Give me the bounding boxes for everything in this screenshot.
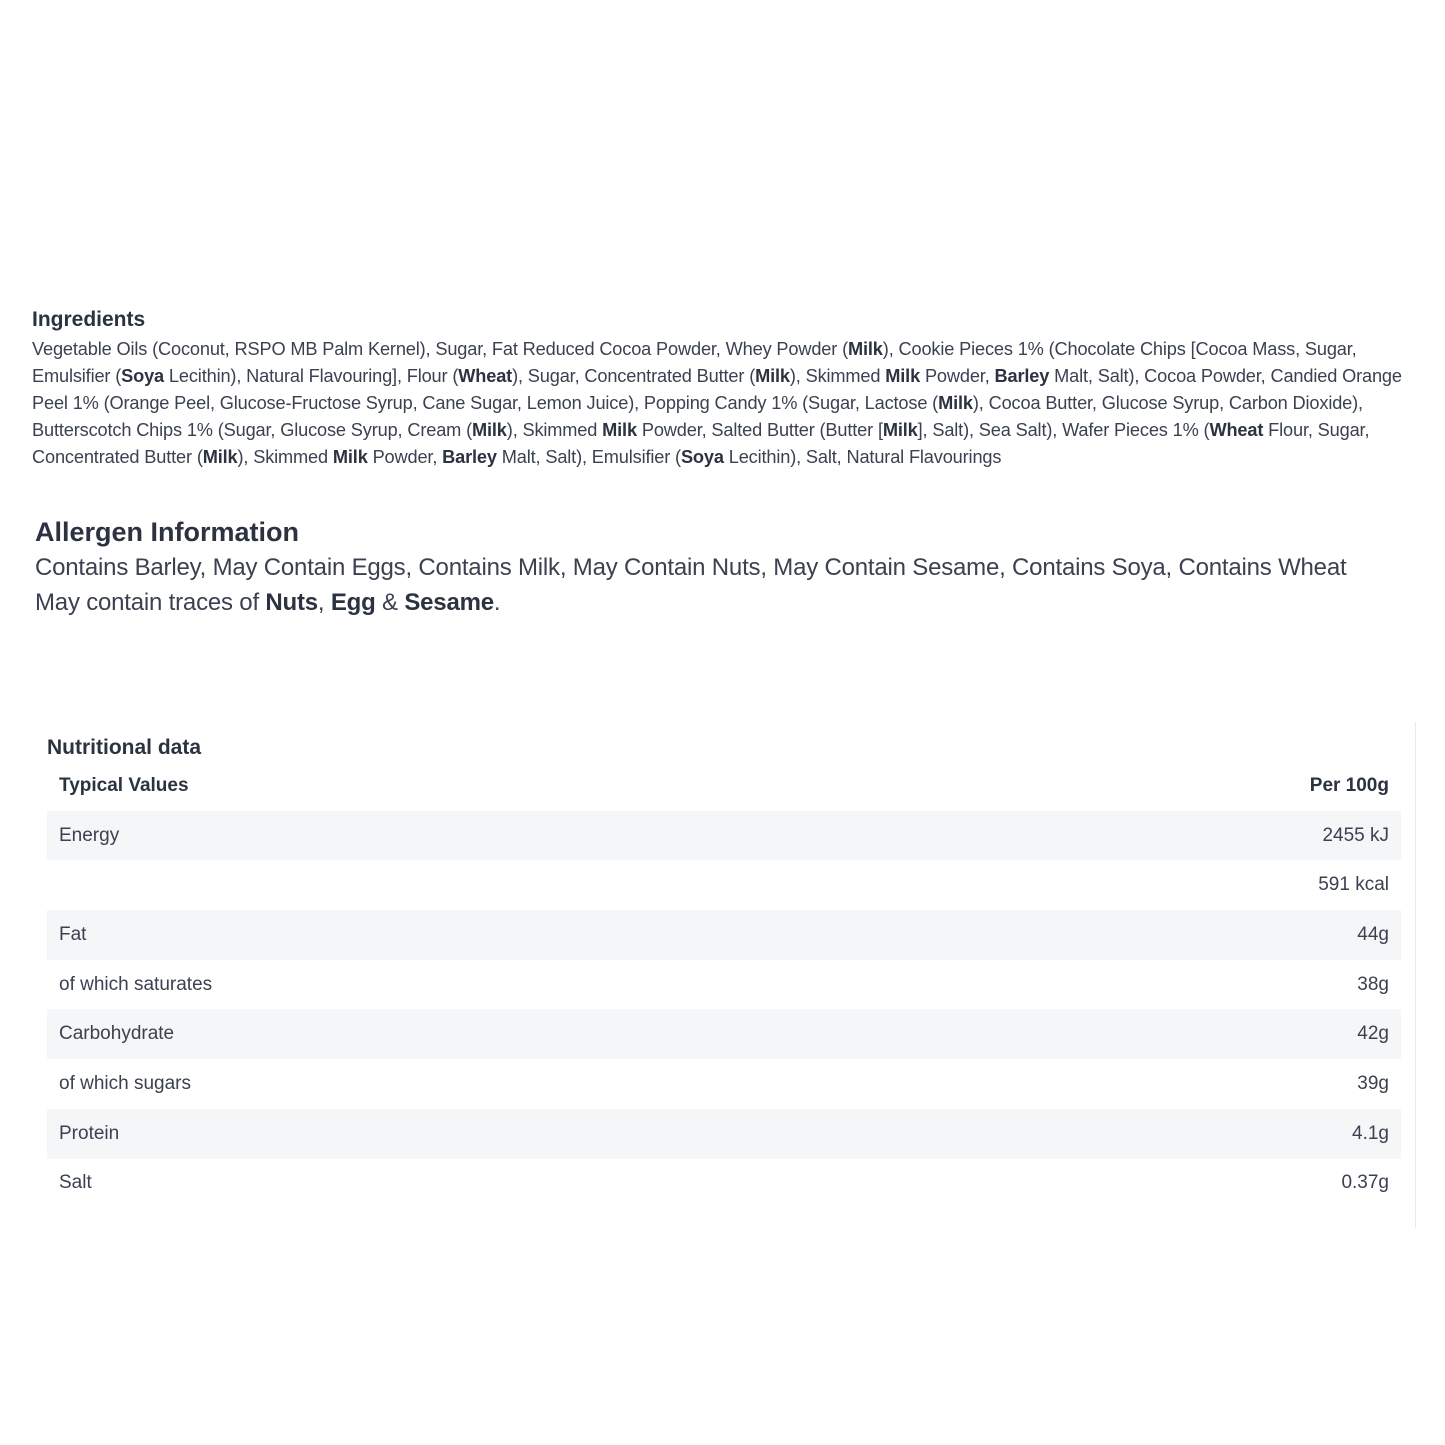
ingredients-segment: Powder, <box>920 366 995 386</box>
allergen-section <box>35 514 1425 620</box>
ingredients-allergen-word: Wheat <box>458 366 513 386</box>
traces-segment: . <box>493 589 501 616</box>
ingredients-segment: ], Salt), Sea Salt), Wafer Pieces 1% ( <box>917 420 1210 440</box>
traces-allergen-word: Nuts <box>265 589 318 616</box>
ingredients-allergen-word: Milk <box>202 447 238 467</box>
nutrition-header-label: Typical Values <box>59 774 189 796</box>
nutrition-row <box>47 910 1401 960</box>
nutrition-row-label: Salt <box>59 1172 92 1194</box>
allergen-contains: Contains Barley, May Contain Eggs, Contains Milk, May Contain Nuts, May Contain Sesame, Contains Soya, Contains Wheat <box>35 554 1347 581</box>
ingredients-segment: ), Sugar, Concentrated Butter ( <box>512 366 756 386</box>
ingredients-segment: Malt, Salt), Cocoa Powder, Candied Orange Peel 1% (Orange Peel, Glucose-Fructose Syrup, Cane Sugar, Lemon Juice), Popping Candy 1% (Sugar, Lactose ( <box>32 366 1402 413</box>
ingredients-allergen-word: Milk <box>938 393 973 413</box>
traces-allergen-word: Sesame <box>404 589 494 616</box>
ingredients-allergen-word: Wheat <box>1209 420 1264 440</box>
traces-segment: May contain traces of <box>35 589 266 616</box>
ingredients-segment: ), Skimmed <box>789 366 886 386</box>
ingredients-allergen-word: Milk <box>885 366 921 386</box>
ingredients-heading: Ingredients <box>32 308 146 331</box>
ingredients-allergen-word: Milk <box>755 366 790 386</box>
nutrition-row-label: Energy <box>59 824 120 846</box>
nutrition-row <box>47 860 1401 910</box>
nutrition-row <box>47 960 1401 1010</box>
ingredients-allergen-word: Milk <box>848 339 883 359</box>
traces-allergen-word: Egg <box>330 589 376 616</box>
ingredients-segment: ), Cookie Pieces 1% (Chocolate Chips [Cocoa Mass, Sugar, Emulsifier ( <box>32 339 1357 386</box>
nutrition-row-value: 38g <box>1357 973 1389 995</box>
ingredients-allergen-word: Barley <box>994 366 1050 386</box>
ingredients-segment: Vegetable Oils (Coconut, RSPO MB Palm Kernel), Sugar, Fat Reduced Cocoa Powder, Whey Powder ( <box>32 339 848 359</box>
ingredients-segment: Lecithin), Salt, Natural Flavourings <box>723 447 1002 467</box>
nutrition-heading: Nutritional data <box>47 736 202 759</box>
ingredients-allergen-word: Milk <box>882 420 918 440</box>
nutrition-row-value: 39g <box>1357 1072 1389 1094</box>
nutrition-row <box>47 1059 1401 1109</box>
nutrition-row-label: Protein <box>59 1122 120 1144</box>
nutrition-table <box>47 761 1401 1208</box>
nutrition-row-label: of which sugars <box>59 1072 192 1094</box>
nutrition-row-value: 4.1g <box>1352 1122 1389 1144</box>
ingredients-segment: Powder, Salted Butter (Butter [ <box>636 420 883 440</box>
traces-segment: & <box>375 589 405 616</box>
ingredients-allergen-word: Milk <box>602 420 637 440</box>
traces-segment: , <box>317 589 331 616</box>
nutrition-row-label: of which saturates <box>59 973 213 995</box>
nutrition-row-label: Carbohydrate <box>59 1023 175 1045</box>
nutrition-row <box>47 811 1401 861</box>
ingredients-segment: ), Cocoa Butter, Glucose Syrup, Carbon Dioxide), Butterscotch Chips 1% (Sugar, Glucose Syrup, Cream ( <box>32 393 1363 440</box>
ingredients-text <box>32 336 1422 471</box>
nutrition-row <box>47 1009 1401 1059</box>
nutrition-row <box>47 1159 1401 1209</box>
nutrition-row-value: 42g <box>1357 1023 1389 1045</box>
allergen-traces <box>35 585 1425 620</box>
nutrition-row-label: Fat <box>59 923 87 945</box>
ingredients-segment: Flour, Sugar, Concentrated Butter ( <box>32 420 1370 467</box>
nutrition-header-row <box>47 761 1401 811</box>
ingredients-segment: ), Skimmed <box>237 447 333 467</box>
allergen-heading: Allergen Information <box>35 517 300 547</box>
nutrition-header-value: Per 100g <box>1309 774 1389 796</box>
nutrition-row-value: 0.37g <box>1341 1172 1389 1194</box>
ingredients-allergen-word: Milk <box>472 420 507 440</box>
nutrition-row-value: 2455 kJ <box>1322 824 1389 846</box>
ingredients-segment: Lecithin), Natural Flavouring], Flour ( <box>164 366 459 386</box>
ingredients-allergen-word: Barley <box>442 447 497 467</box>
ingredients-segment: Malt, Salt), Emulsifier ( <box>496 447 681 467</box>
ingredients-allergen-word: Milk <box>332 447 368 467</box>
nutrition-row <box>47 1109 1401 1159</box>
ingredients-segment: ), Skimmed <box>506 420 603 440</box>
ingredients-section <box>32 306 1422 471</box>
nutrition-panel <box>47 722 1416 1228</box>
nutrition-row-value: 44g <box>1357 923 1389 945</box>
ingredients-allergen-word: Soya <box>121 366 165 386</box>
ingredients-segment: Powder, <box>367 447 443 467</box>
nutrition-row-value: 591 kcal <box>1318 874 1389 896</box>
ingredients-allergen-word: Soya <box>680 447 724 467</box>
